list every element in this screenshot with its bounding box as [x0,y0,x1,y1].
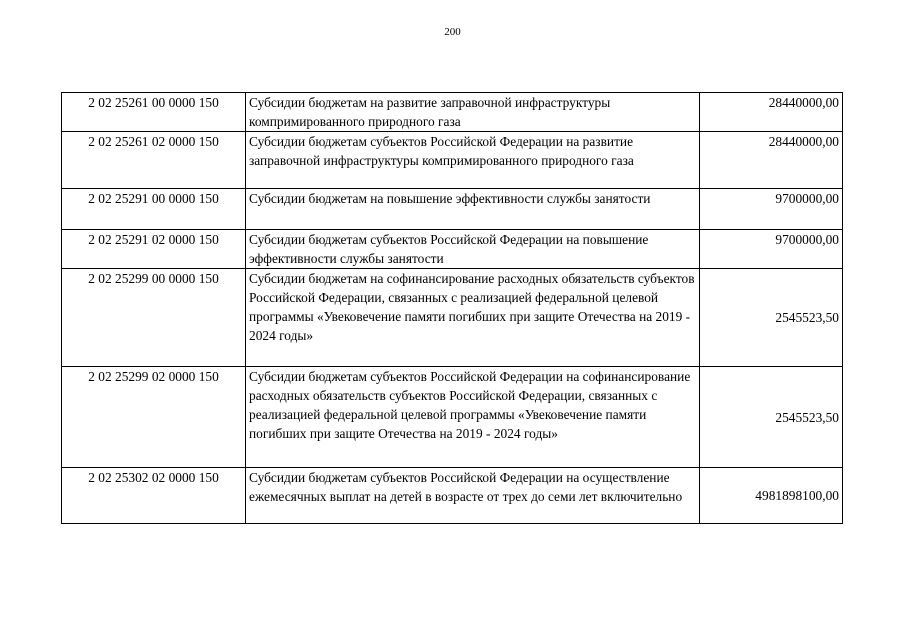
table-row [62,468,843,524]
row-sum: 9700000,00 [700,230,843,269]
row-sum: 28440000,00 [700,93,843,132]
row-name: Субсидии бюджетам субъектов Российской Федерации на развитие заправочной инфраструктуры компримированного природного газа [246,132,700,189]
row-sum: 9700000,00 [700,189,843,230]
row-code: 2 02 25299 02 0000 150 [62,367,246,468]
row-code: 2 02 25291 02 0000 150 [62,230,246,269]
row-name: Субсидии бюджетам на развитие заправочной инфраструктуры компримированного природного газа [246,93,700,132]
row-code: 2 02 25291 00 0000 150 [62,189,246,230]
row-code: 2 02 25261 00 0000 150 [62,93,246,132]
row-code: 2 02 25261 02 0000 150 [62,132,246,189]
row-name: Субсидии бюджетам субъектов Российской Федерации на повышение эффективности службы занятости [246,230,700,269]
table-row [62,367,843,468]
row-sum: 28440000,00 [700,132,843,189]
row-code: 2 02 25302 02 0000 150 [62,468,246,524]
row-name: Субсидии бюджетам субъектов Российской Федерации на софинансирование расходных обязательств субъектов Российской Федерации, связанных с реализацией федеральной целевой программы «Увековечение памяти погибших при защите Отечества на 2019 - 2024 годы» [246,367,700,468]
row-name: Субсидии бюджетам на софинансирование расходных обязательств субъектов Российской Федерации, связанных с реализацией федеральной целевой программы «Увековечение памяти погибших при защите Отечества на 2019 - 2024 годы» [246,269,700,367]
table-row [62,189,843,230]
row-sum: 2545523,50 [700,367,843,468]
table-row [62,132,843,189]
row-sum: 2545523,50 [700,269,843,367]
row-sum: 4981898100,00 [700,468,843,524]
page-number: 200 [444,26,461,38]
table-row [62,269,843,367]
table-row [62,230,843,269]
row-code: 2 02 25299 00 0000 150 [62,269,246,367]
table-row [62,93,843,132]
budget-table [61,92,843,524]
row-name: Субсидии бюджетам субъектов Российской Федерации на осуществление ежемесячных выплат на детей в возрасте от трех до семи лет включительно [246,468,700,524]
row-name: Субсидии бюджетам на повышение эффективности службы занятости [246,189,700,230]
